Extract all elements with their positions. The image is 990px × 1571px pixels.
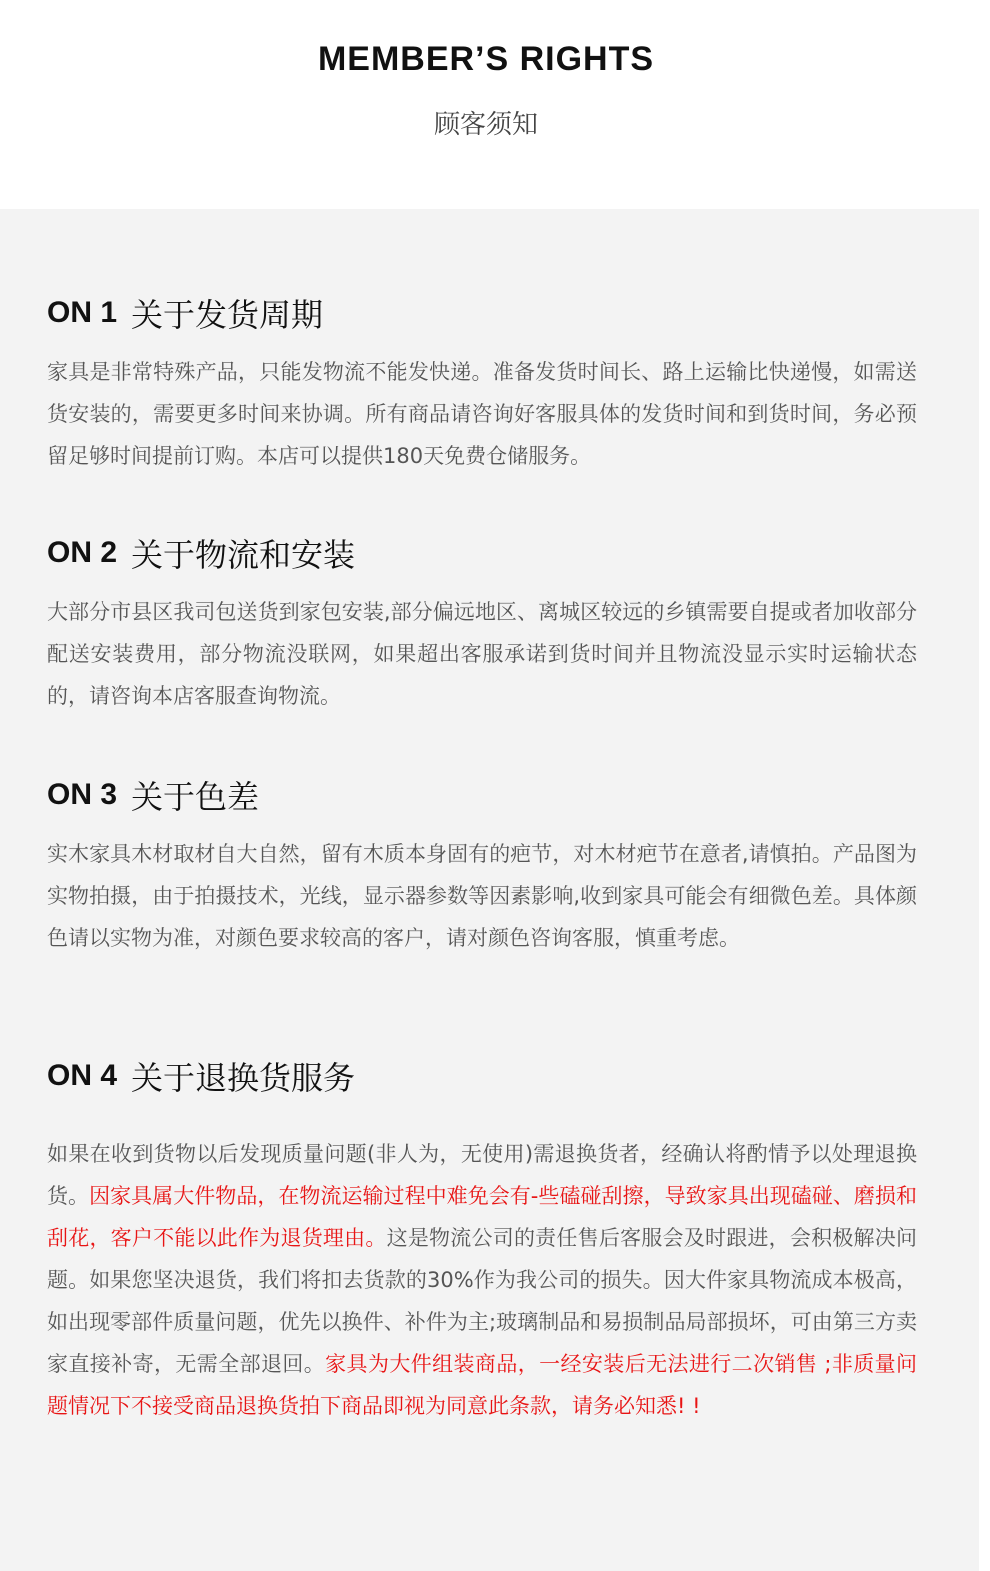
section-body [47,1133,917,1427]
section-title: 关于物流和安装 [131,536,356,574]
section-number: ON 3 [47,778,118,811]
page-title-en: MEMBER’S RIGHTS [317,40,655,78]
section-heading [47,1054,917,1098]
section-body: 家具是非常特殊产品，只能发物流不能发快递。准备发货时间长、路上运输比快递慢，如需送货安装的，需要更多时间来协调。所有商品请咨询好客服具体的发货时间和到货时间，务必预留足够时间提前订购。本店可以提供180天免费仓储服务。 [47,360,917,468]
section-body: 大部分市县区我司包送货到家包安装,部分偏远地区、离城区较远的乡镇需要自提或者加收部分配送安装费用，部分物流没联网，如果超出客服承诺到货时间并且物流没显示实时运输状态的，请咨询本店客服查询物流。 [47,600,917,708]
section-body: 实木家具木材取材自大自然，留有木质本身固有的疤节，对木材疤节在意者,请慎拍。产品图为实物拍摄，由于拍摄技术，光线，显示器参数等因素影响,收到家具可能会有细微色差。具体颜色请以实物为准，对颜色要求较高的客户，请对颜色咨询客服，慎重考虑。 [47,842,917,950]
section-title: 关于色差 [131,778,260,816]
section-number: ON 2 [47,536,118,569]
body-text-normal: 如果在收到货物以后发现质量问题(非人为，无使用)需退换货者，经确认将酌情予以处理退换货。 [47,1142,917,1208]
body-text-warning: 家具为大件组装商品，一经安装后无法进行二次销售 ;非质量问题情况下不接受商品退换货拍下商品即视为同意此条款，请务必知悉! ! [47,1352,918,1418]
page-title-cn: 顾客须知 [433,110,538,140]
section-color-difference [47,773,917,959]
section-logistics-installation [47,531,917,717]
section-title: 关于发货周期 [131,296,324,334]
section-heading [47,773,917,817]
body-text-normal: 这是物流公司的责任售后客服会及时跟进，会积极解决问题。如果您坚决退货，我们将扣去货款的30%作为我公司的损失。因大件家具物流成本极高，如出现零部件质量问题，优先以换件、补件为主;玻璃制品和易损制品局部损坏，可由第三方卖家直接补寄，无需全部退回。 [47,1226,918,1376]
section-shipping-cycle [47,291,917,477]
page-header [0,0,990,209]
section-heading [47,531,917,575]
body-text-warning: 因家具属大件物品，在物流运输过程中难免会有-些磕碰刮擦，导致家具出现磕碰、磨损和刮花，客户不能以此作为退货理由。 [47,1184,918,1250]
section-number: ON 4 [47,1059,118,1092]
section-number: ON 1 [47,296,118,329]
section-title: 关于退换货服务 [131,1059,356,1097]
section-returns-exchanges [47,1054,917,1427]
section-heading [47,291,917,335]
